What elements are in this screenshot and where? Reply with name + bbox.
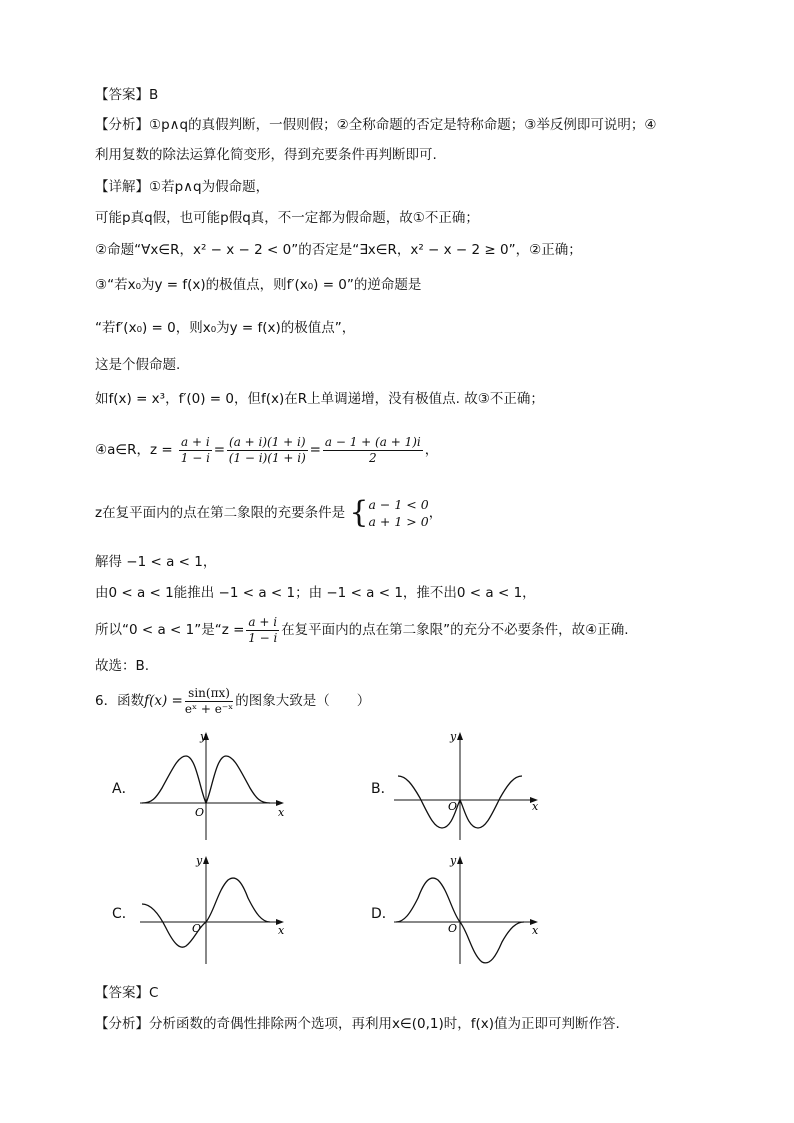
question-6-pre: 6．函数	[95, 693, 145, 709]
graph-a	[138, 728, 288, 843]
detail-text-8: ④a∈R，z =	[95, 442, 173, 458]
case-1: a − 1 < 0	[368, 497, 429, 512]
detail-line-5	[95, 318, 355, 338]
detail-text-10: 解得 −1 < a < 1，	[95, 554, 217, 570]
detail-text-13: 故选：B.	[95, 658, 150, 674]
option-d-label[interactable]: D．	[371, 906, 396, 922]
detail-text-12-post: 在复平面内的点在第二象限”的充分不必要条件，故④正确.	[281, 622, 629, 638]
origin-b: O	[448, 800, 458, 813]
detail-line-9: z在复平面内的点在第二象限的充要条件是 { a − 1 < 0 a + 1 > 0 ，	[95, 495, 443, 530]
option-d-graph[interactable]	[392, 852, 542, 967]
detail-text-12-pre: 所以“0 < a < 1”是“z =	[95, 622, 245, 638]
option-a-label[interactable]: A．	[112, 781, 136, 797]
fraction-3-num: a − 1 + (a + 1)i	[324, 434, 421, 449]
axis-y-d: y	[450, 854, 457, 867]
question-6	[95, 683, 370, 719]
question-6-fx: f(x) =	[144, 693, 183, 709]
fraction-1	[179, 435, 212, 466]
cases-brace: { a − 1 < 0 a + 1 > 0	[349, 495, 429, 530]
axis-x-c: x	[278, 924, 285, 937]
answer-value: B	[149, 87, 159, 103]
detail-line-1	[95, 177, 269, 197]
analysis-tag-2: 【分析】	[95, 1016, 149, 1032]
fraction-2	[227, 435, 308, 466]
option-c-graph[interactable]	[138, 852, 288, 967]
analysis-line-3	[95, 1014, 620, 1034]
detail-text-6: 这是个假命题.	[95, 357, 181, 373]
analysis-text-1: ①p∧q的真假判断，一假则假；②全称命题的否定是特称命题；③举反例即可说明；④	[149, 117, 657, 133]
analysis-text-3: 分析函数的奇偶性排除两个选项，再利用x∈(0,1)时，f(x)值为正即可判断作答.	[149, 1016, 620, 1032]
origin-d: O	[448, 922, 458, 935]
detail-line-4	[95, 275, 421, 295]
analysis-line-1	[95, 115, 656, 135]
answer-value-2: C	[149, 985, 159, 1001]
fraction-4-den: 1 − i	[248, 630, 278, 645]
detail-text-11: 由0 < a < 1能推出 −1 < a < 1；由 −1 < a < 1，推不出0 < a < 1，	[95, 585, 536, 601]
fraction-4	[246, 615, 279, 646]
analysis-line-2	[95, 145, 437, 165]
axis-x-a: x	[278, 806, 285, 819]
detail-text-9: z在复平面内的点在第二象限的充要条件是	[95, 505, 346, 521]
fraction-1-num: a + i	[181, 434, 210, 449]
detail-line-6	[95, 355, 180, 375]
question-6-fraction	[185, 686, 233, 717]
axis-x-d: x	[532, 924, 539, 937]
option-b-label[interactable]: B．	[371, 781, 395, 797]
axis-y-a: y	[200, 730, 207, 743]
question-6-num: sin(πx)	[185, 686, 233, 702]
answer-tag: 【答案】	[95, 87, 149, 103]
fraction-3-den: 2	[368, 450, 377, 465]
detail-text-4: ③“若x₀为y = f(x)的极值点，则f′(x₀) = 0”的逆命题是	[95, 277, 422, 293]
graph-b	[392, 728, 542, 843]
axis-y-b: y	[450, 730, 457, 743]
fraction-4-num: a + i	[248, 614, 278, 629]
detail-text-7: 如f(x) = x³，f′(0) = 0，但f(x)在R上单调递增，没有极值点. 故③不正确；	[95, 391, 544, 407]
fraction-1-den: 1 − i	[180, 450, 210, 465]
graph-d	[392, 852, 542, 967]
detail-line-2	[95, 208, 479, 228]
answer-tag-2: 【答案】	[95, 985, 149, 1001]
fraction-2-den: (1 − i)(1 + i)	[228, 450, 306, 465]
axis-y-c: y	[196, 854, 203, 867]
answer-line-2	[95, 983, 158, 1003]
option-c-label[interactable]: C．	[112, 906, 136, 922]
fraction-2-num: (a + i)(1 + i)	[229, 434, 306, 449]
analysis-tag: 【分析】	[95, 117, 149, 133]
detail-tag: 【详解】	[95, 179, 149, 195]
question-6-den: eˣ + e⁻ˣ	[184, 701, 234, 716]
detail-line-13	[95, 656, 149, 676]
analysis-text-2: 利用复数的除法运算化简变形，得到充要条件再判断即可.	[95, 147, 437, 163]
detail-line-12	[95, 612, 629, 648]
answer-line-1	[95, 85, 158, 105]
detail-line-8: ④a∈R，z = $\frac{a + i}{1 - i}$ = $\frac{(a + i)(1 + i)}{(1 - i)(1 + i)}$ = $\frac{a - 1 + (a + 1)i}{2}$ ，	[95, 434, 439, 465]
axis-x-b: x	[532, 800, 539, 813]
option-b-graph[interactable]	[392, 728, 542, 843]
graph-c	[138, 852, 288, 967]
detail-line-10	[95, 552, 216, 572]
detail-text-2: 可能p真q假，也可能p假q真，不一定都为假命题，故①不正确；	[95, 210, 479, 226]
origin-a: O	[195, 806, 205, 819]
detail-line-11	[95, 583, 536, 603]
question-6-post: 的图象大致是（ ）	[235, 693, 371, 709]
detail-line-7	[95, 389, 544, 409]
case-2: a + 1 > 0	[368, 514, 429, 529]
detail-text-5: “若f′(x₀) = 0，则x₀为y = f(x)的极值点”，	[95, 320, 356, 336]
detail-text-3: ②命题“∀x∈R，x² − x − 2 < 0”的否定是“∃x∈R，x² − x − 2 ≥ 0”，②正确；	[95, 242, 582, 258]
detail-line-3	[95, 240, 582, 260]
origin-c: O	[192, 922, 202, 935]
option-a-graph[interactable]	[138, 728, 288, 843]
fraction-3	[323, 435, 423, 466]
detail-text-1: ①若p∧q为假命题，	[149, 179, 270, 195]
